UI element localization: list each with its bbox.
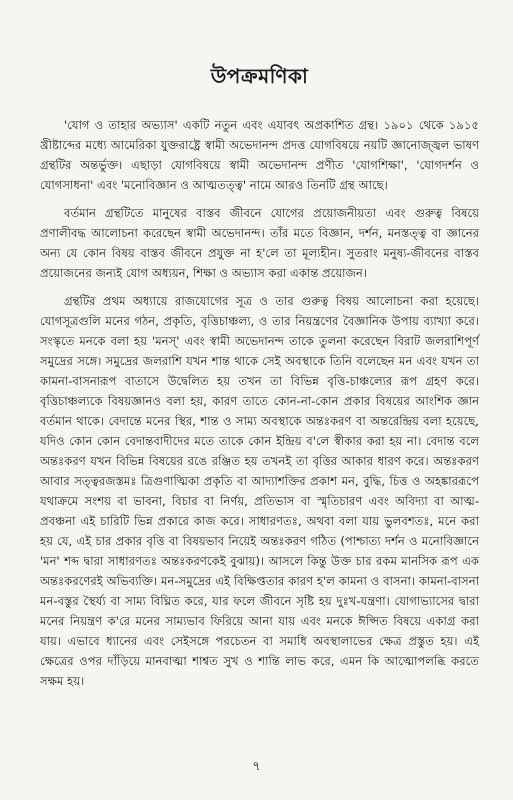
page-title: উপক্রমণিকা <box>210 64 309 88</box>
page-number: ৭ <box>252 759 261 774</box>
paragraph-intro: 'যোগ ও তাহার অভ্যাস' একটি নতুন এবং এযাবৎ অপ্রকাশিত গ্রন্থ। ১৯০১ থেকে ১৯১৫ খ্রীষ্টাব্দের মধ্যে আমেরিকা যুক্তরাষ্ট্রে স্বামী অভেদানন্দ প্রদত্ত যোগবিষয়ে নয়টি জ্ঞানোজ্জ্বল ভাষণ গ্রন্থটির অন্তর্ভুক্ত। এছাড়া যোগবিষয়ে স্বামী অভেদানন্দ প্রণীত 'যোগশিক্ষা', 'যোগদর্শন ও যোগসাধনা' এবং 'মনোবিজ্ঞান ও আত্মতত্ত্ব' নামে আরও তিনটি গ্রন্থ আছে। <box>40 118 479 192</box>
paragraph-first-chapter: গ্রন্থটির প্রথম অধ্যায়ে রাজযোগের সূত্র ও তার গুরুত্ব বিষয় আলোচনা করা হয়েছে। যোগসূত্রগুলি মনের গঠন, প্রকৃতি, বৃত্তিচাঞ্চল্য, ও তার নিয়ন্ত্রণের বৈজ্ঞানিক উপায় ব্যাখ্যা করে। সংস্কৃতে মনকে বলা হয় 'মনস্' এবং স্বামী অভেদানন্দ তাকে তুলনা করেছেন বিরাট জলরাশিপূর্ণ সমুদ্রের সঙ্গে। সমুদ্রের জলরাশি যখন শান্ত থাকে সেই অবস্থাকে তিনি বলেছেন মন এবং যখন তা কামনা-বাসনারূপ বাতাসে উদ্বেলিত হয় তখন তা বিভিন্ন বৃত্তি-চাঞ্চল্যের রূপ গ্রহণ করে। বৃত্তিচাঞ্চল্যকে বিষয়জ্ঞানও বলা হয়, কারণ তাতে কোন-না-কোন প্রকার বিষয়ের আংশিক জ্ঞান বর্তমান থাকে। বেদান্তে মনের স্থির, শান্ত ও সাম্য অবস্থাকে অন্তঃকরণ বা অন্তরেন্দ্রিয় বলা হয়েছে, যদিও কোন কোন বেদান্তবাদীদের মতে তাকে কোন ইন্দ্রিয় ব'লে স্বীকার করা হয় না। বেদান্ত বলে অন্তঃকরণ যখন বিভিন্ন বিষয়ের রঙে রঞ্জিত হয় তখনই তা বৃত্তির আকার ধারণ করে। অন্তঃকরণ আবার সত্ত্বরজস্তমঃ ত্রিগুণাত্মিকা প্রকৃতি বা আদ্যাশক্তির প্রকাশ মন, বুদ্ধি, চিত্ত ও অহঙ্কাররূপে যথাক্রমে সংশয় বা ভাবনা, বিচার বা নির্ণয়, প্রতিভাস বা স্মৃতিচারণ এবং অবিদ্যা বা আত্ম-প্রবঞ্চনা এই চারিটি ভিন্ন প্রকারে কাজ করে। সাধারণতঃ, অথবা বলা যায় ভুলবশতঃ, মনে করা হয় যে, এই চার প্রকার বৃত্তি বা বিষয়ভাব নিয়েই অন্তঃকরণ গঠিত (পাশ্চাত্য দর্শন ও মনোবিজ্ঞানে 'মন' শব্দ দ্বারা সাধারণতঃ অন্তঃকরণকেই বুঝায়)। আসলে কিন্তু উক্ত চার রকম মানসিক রূপ এক অন্তঃকরণেরই অভিব্যক্তি। মন-সমুদ্রের এই বিক্ষিপ্ততার কারণ হ'ল কামনা ও বাসনা। কামনা-বাসনা মন-বস্তুর স্থৈর্য্য বা সাম্য বিঘ্নিত করে, যার ফলে জীবনে সৃষ্টি হয় দুঃখ-যন্ত্রণা। যোগাভ্যাসের দ্বারা মনের নিয়ন্ত্রণ ক'রে মনের সাম্যভাব ফিরিয়ে আনা যায় এবং মনকে ঈপ্সিত বিষয়ে একাগ্র করা যায়। এভাবে ধ্যানের এবং সেইসঙ্গে পরচেতন বা সমাধি অবস্থালাভের ক্ষেত্র প্রস্তুত হয়। এই ক্ষেত্রের ওপর দাঁড়িয়ে মানবাত্মা শাশ্বত সুখ ও শান্তি লাভ করে, এমন কি আত্মোপলব্ধি করতে সক্ষম হয়। <box>40 294 479 688</box>
paragraph-present-book: বর্তমান গ্রন্থটিতে মানুষের বাস্তব জীবনে যোগের প্রয়োজনীয়তা এবং গুরুত্ব বিষয়ে প্রণালীবদ্ধ আলোচনা করেছেন স্বামী অভেদানন্দ। তাঁর মতে বিজ্ঞান, দর্শন, মনস্তত্ত্ব বা জ্ঞানের অন্য যে কোন বিষয় বাস্তব জীবনে প্রযুক্ত না হ'লে তা মূল্যহীন। সুতরাং মনুষ্য-জীবনের বাস্তব প্রয়োজনের জন্যই যোগ অধ্যয়ন, শিক্ষা ও অভ্যাস করা একান্ত প্রয়োজন। <box>40 206 479 280</box>
